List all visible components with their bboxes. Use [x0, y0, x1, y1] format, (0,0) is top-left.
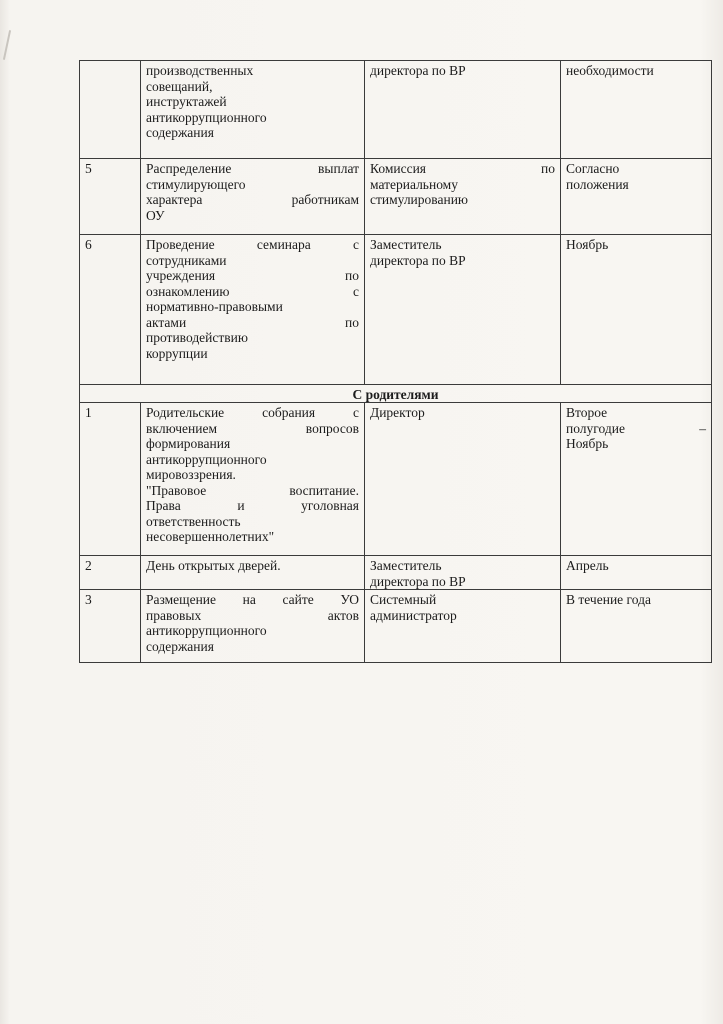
- event-cell-line: антикоррупционного: [146, 623, 267, 638]
- responsible-cell-line: директора по ВР: [370, 252, 466, 268]
- event-cell-line: характера работникам: [146, 192, 359, 207]
- event-cell: [141, 235, 365, 385]
- event-cell-line: Права и уголовная: [146, 498, 359, 513]
- term-cell: [561, 403, 712, 556]
- responsible-cell: [365, 556, 561, 590]
- responsible-cell: [365, 403, 561, 556]
- responsible-cell-line: администратор: [370, 607, 457, 623]
- responsible-cell-line: Заместитель: [370, 237, 442, 252]
- term-cell-line: В течение года: [566, 592, 651, 607]
- parents-row: [80, 556, 712, 590]
- event-cell-line: производственных: [146, 63, 254, 78]
- row-number: 6: [80, 235, 141, 385]
- table-body-parents: [80, 403, 712, 663]
- event-cell-line: содержания: [146, 638, 214, 654]
- responsible-cell-line: материальному: [370, 176, 458, 192]
- staff-row: [80, 61, 712, 159]
- event-cell-line: нормативно-правовыми: [146, 299, 283, 314]
- event-cell-line: коррупции: [146, 345, 208, 361]
- event-cell-line: содержания: [146, 125, 214, 140]
- event-cell-line: сотрудниками: [146, 252, 227, 268]
- term-cell: [561, 159, 712, 235]
- responsible-cell-line: стимулированию: [370, 192, 469, 207]
- row-number: 5: [80, 159, 141, 235]
- table-section-parents: [80, 385, 712, 403]
- term-cell-line: полугодие –: [566, 420, 706, 436]
- responsible-cell: [365, 61, 561, 159]
- staff-row: [80, 235, 712, 385]
- row-number: 3: [80, 590, 141, 663]
- event-cell-line: несовершеннолетних": [146, 529, 275, 544]
- term-cell-line: Ноябрь: [566, 436, 609, 451]
- term-cell-line: Ноябрь: [566, 237, 609, 252]
- parents-row: [80, 590, 712, 663]
- responsible-cell-line: Комиссия по: [370, 161, 555, 176]
- responsible-cell: [365, 590, 561, 663]
- responsible-cell-line: директора по ВР: [370, 573, 466, 589]
- section-title-parents: С родителями: [80, 385, 712, 403]
- term-cell-line: Второе: [566, 405, 608, 420]
- event-cell-line: Размещение на сайте УО: [146, 592, 359, 607]
- event-cell-line: правовых актов: [146, 607, 359, 623]
- parents-row: [80, 403, 712, 556]
- term-cell-line: необходимости: [566, 63, 654, 78]
- event-cell: [141, 403, 365, 556]
- event-cell: [141, 61, 365, 159]
- term-cell: [561, 590, 712, 663]
- staff-row: [80, 159, 712, 235]
- responsible-cell: [365, 159, 561, 235]
- term-cell: [561, 556, 712, 590]
- event-cell-line: антикоррупционного: [146, 109, 267, 125]
- table-body-staff: [80, 61, 712, 385]
- section-header-row: [80, 385, 712, 403]
- row-number: 1: [80, 403, 141, 556]
- event-cell-line: Распределение выплат: [146, 161, 359, 176]
- term-cell-line: Апрель: [566, 558, 609, 573]
- event-cell-line: "Правовое воспитание.: [146, 482, 359, 498]
- event-cell-line: включением вопросов: [146, 420, 359, 436]
- responsible-cell-line: Системный: [370, 592, 437, 607]
- event-cell-line: антикоррупционного: [146, 451, 267, 467]
- event-cell-line: ответственность: [146, 513, 241, 529]
- event-cell-line: мировоззрения.: [146, 467, 236, 482]
- term-cell: [561, 61, 712, 159]
- event-cell-line: инструктажей: [146, 94, 227, 109]
- event-cell-line: актами по: [146, 314, 359, 330]
- event-cell-line: совещаний,: [146, 78, 213, 94]
- responsible-cell-line: Заместитель: [370, 558, 442, 573]
- event-cell-line: учреждения по: [146, 268, 359, 283]
- term-cell: [561, 235, 712, 385]
- event-cell-line: Проведение семинара с: [146, 237, 359, 252]
- event-cell: [141, 159, 365, 235]
- responsible-cell-line: Директор: [370, 405, 425, 420]
- event-cell-line: формирования: [146, 436, 231, 451]
- responsible-cell-line: директора по ВР: [370, 63, 466, 78]
- event-cell-line: ознакомлению с: [146, 283, 359, 299]
- term-cell-line: Согласно: [566, 161, 620, 176]
- event-cell-line: Родительские собрания с: [146, 405, 359, 420]
- event-cell-line: ОУ: [146, 207, 165, 223]
- event-cell-line: противодействию: [146, 330, 248, 345]
- event-cell: [141, 556, 365, 590]
- row-number: 2: [80, 556, 141, 590]
- term-cell-line: положения: [566, 176, 629, 192]
- responsible-cell: [365, 235, 561, 385]
- event-cell-line: День открытых дверей.: [146, 558, 281, 573]
- measures-table: [79, 60, 712, 663]
- event-cell-line: стимулирующего: [146, 176, 246, 192]
- row-number: [80, 61, 141, 159]
- event-cell: [141, 590, 365, 663]
